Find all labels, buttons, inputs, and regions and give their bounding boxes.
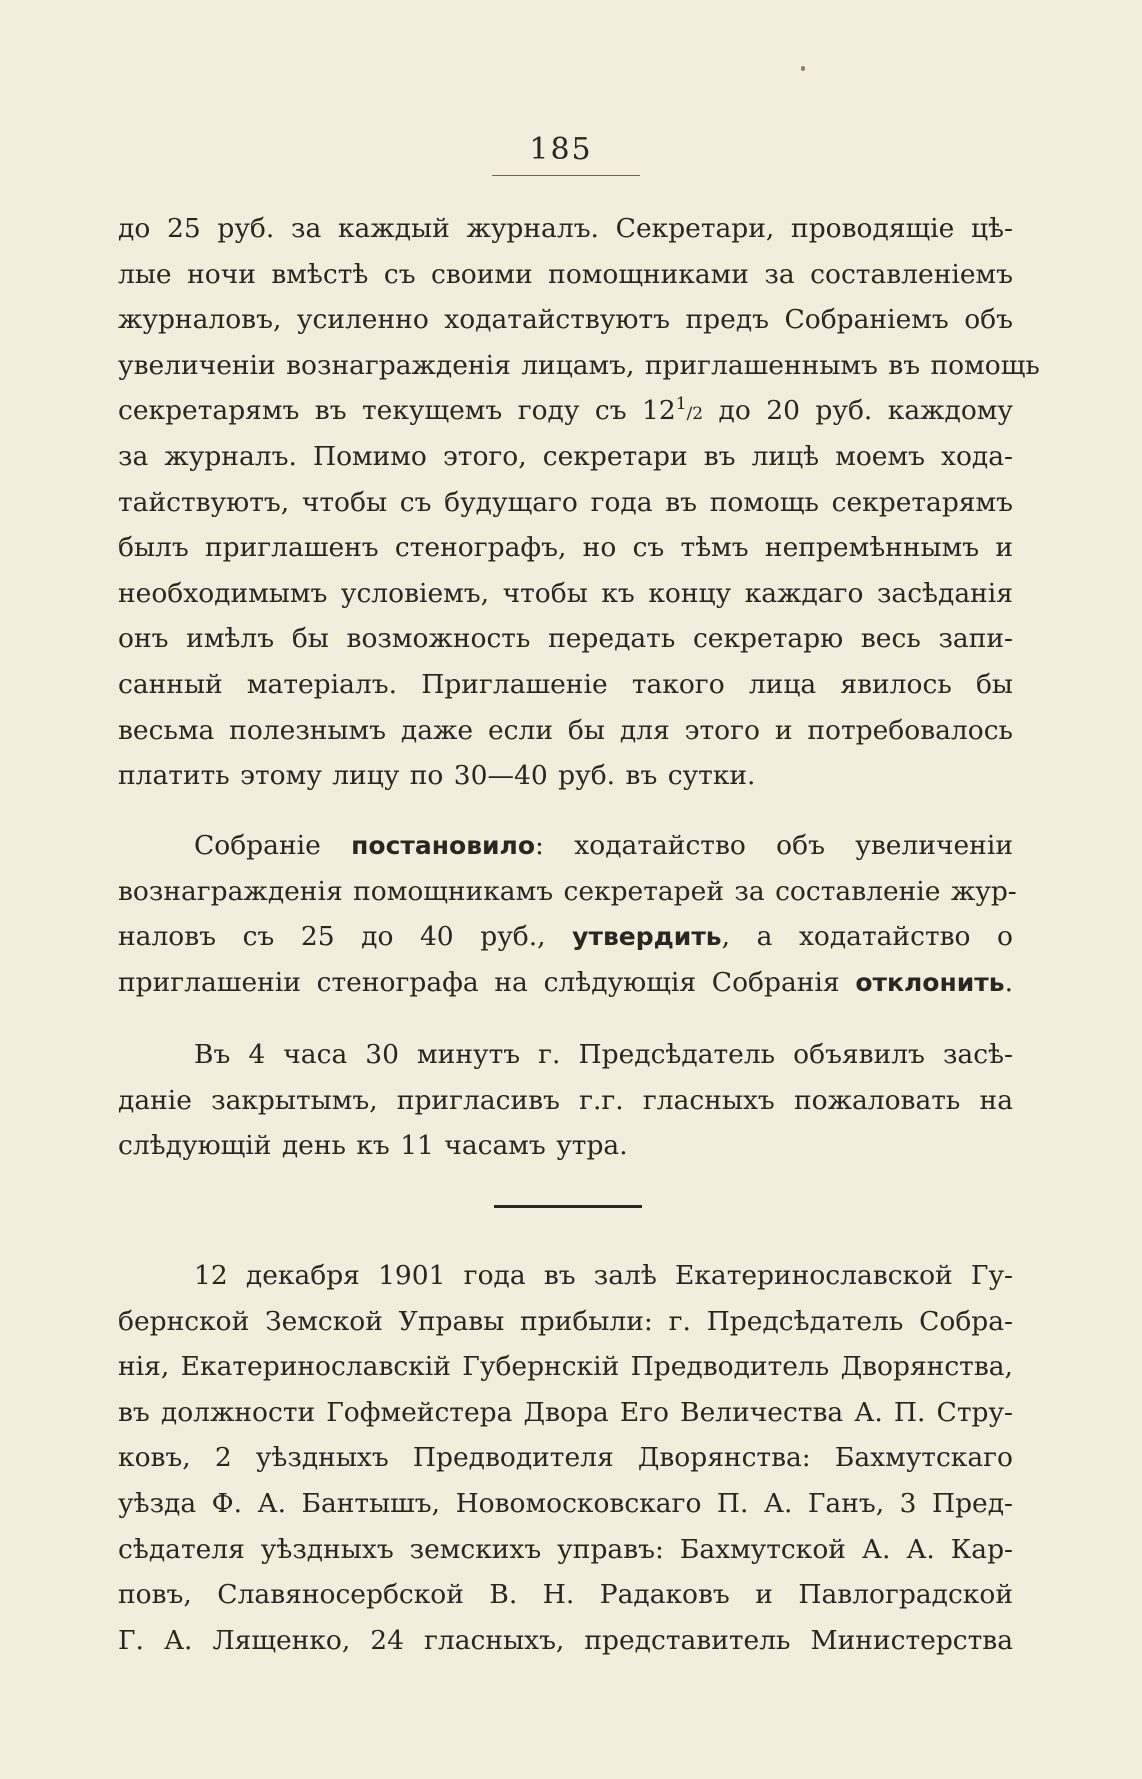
text-line: весьма полезнымъ даже если бы для этого и потребовалось [118,714,1013,746]
print-speck [801,66,805,71]
text-span: приглашеніи стенографа на слѣдующія Собранія [118,966,856,998]
text-line: журналовъ, усиленно ходатайствуютъ предъ Собраніемъ объ [118,304,1013,336]
text-line: увеличеніи вознагражденія лицамъ, приглашеннымъ въ помощь [118,349,1040,381]
text-line: слѣдующій день къ 11 часамъ утра. [118,1130,628,1162]
paragraph-resolution [118,823,1017,1005]
text-line: нія, Екатеринославскій Губернскій Предводитель Дворянства, [118,1351,1013,1383]
text-line: тайствуютъ, чтобы съ будущаго года въ помощь секретарямъ [118,486,1013,518]
text-span: до 20 руб. каждому [703,395,1013,427]
text-span: наловъ съ 25 до 40 руб., [118,921,546,953]
text-line [118,960,1013,1006]
text-line: въ должности Гофмейстера Двора Его Величества А. П. Стру- [118,1396,1013,1428]
text-span: . [1004,966,1013,998]
page-number: 185 [529,132,593,167]
text-line [118,1032,1013,1078]
text-span: секретарямъ въ текущемъ году съ 12 [118,395,676,427]
text-line: платить этому лицу по 30—40 руб. въ сутки. [118,760,756,792]
text-span: Въ 4 часа 30 минутъ г. Предсѣдатель объявилъ засѣ- [194,1039,1013,1070]
text-line [118,1253,1013,1299]
paragraph-adjournment [118,1032,1013,1169]
fraction-denominator: /2 [686,404,704,425]
text-line: до 25 руб. за каждый журналъ. Секретари, проводящіе цѣ- [118,213,1013,244]
text-line: Г. А. Лященко, 24 гласныхъ, представитель Министерства [118,1624,1013,1656]
text-line: повъ, Славяносербской В. Н. Радаковъ и Павлоградской [118,1579,1013,1611]
text-span: 12 декабря 1901 года въ залѣ Екатеринославской Гу- [194,1260,1013,1291]
text-line: лые ночи вмѣстѣ съ своими помощниками за составленіемъ [118,258,1013,290]
text-span: , а ходатайство о [721,921,1013,953]
text-span: Собраніе [194,830,352,861]
paragraph-session-attendance [118,1253,1013,1663]
text-line [118,914,1013,960]
text-line: даніе закрытымъ, пригласивъ г.г. гласныхъ пожаловать на [118,1084,1013,1116]
text-line: необходимымъ условіемъ, чтобы къ концу каждаго засѣданія [118,577,1013,609]
resolution-keyword: постановило [351,831,536,860]
paragraph-secretaries-request [118,206,1040,799]
fraction-numerator: 1 [675,394,687,415]
text-line [118,388,1013,434]
text-span: : ходатайство объ увеличеніи [535,830,1013,861]
resolution-reject: отклонить [855,967,1005,997]
text-line: бернской Земской Управы прибыли: г. Предсѣдатель Собра- [118,1305,1013,1337]
text-line [118,823,1013,869]
text-line: былъ приглашенъ стенографъ, но съ тѣмъ непремѣннымъ и [118,532,1013,564]
text-line: за журналъ. Помимо этого, секретари въ лицѣ моемъ хода- [118,440,1013,472]
text-line: онъ имѣлъ бы возможность передать секретарю весь запи- [118,623,1013,655]
text-line: вознагражденія помощникамъ секретарей за составленіе жур- [118,875,1017,907]
resolution-approve: утвердить [572,922,722,952]
text-line: ковъ, 2 уѣздныхъ Предводителя Дворянства: Бахмутскаго [118,1442,1013,1474]
text-line: санный матеріалъ. Приглашеніе такого лица явилось бы [118,668,1013,700]
text-line: сѣдателя уѣздныхъ земскихъ управъ: Бахмутской А. А. Кар- [118,1533,1013,1565]
section-divider [494,1205,642,1208]
page-number-rule [492,175,640,176]
text-line: уѣзда Ф. А. Бантышъ, Новомосковскаго П. А. Ганъ, 3 Пред- [118,1487,1013,1519]
